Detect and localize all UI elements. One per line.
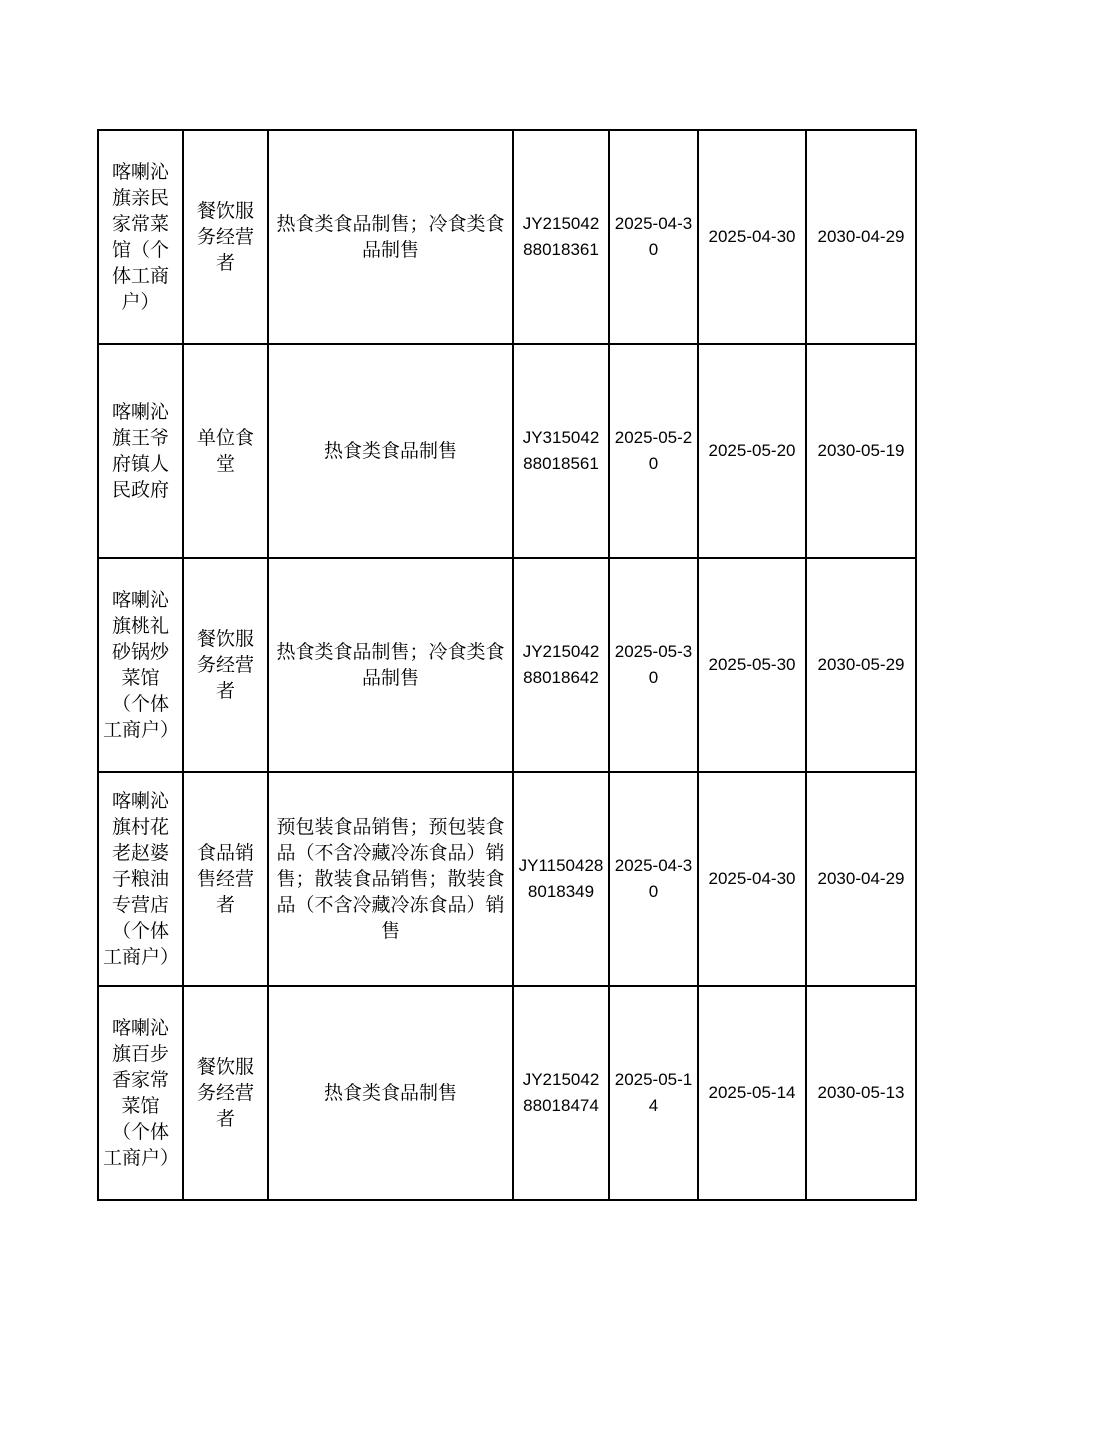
table-row [98,558,916,772]
valid-from-cell: 2025-04-30 [698,772,806,986]
business-scope-cell: 热食类食品制售；冷食类食品制售 [268,130,513,344]
issue-date-cell: 2025-05-30 [609,558,698,772]
license-number-cell: JY21504288018642 [513,558,609,772]
valid-from-cell: 2025-05-14 [698,986,806,1200]
business-type-cell: 食品销售经营者 [183,772,268,986]
valid-to-cell: 2030-05-13 [806,986,916,1200]
valid-to-cell: 2030-05-19 [806,344,916,558]
license-number-cell: JY11504288018349 [513,772,609,986]
valid-to-cell: 2030-04-29 [806,772,916,986]
business-name-cell: 喀喇沁旗百步香家常菜馆（个体工商户） [98,986,183,1200]
business-scope-cell: 预包装食品销售；预包装食品（不含冷藏冷冻食品）销售；散装食品销售；散装食品（不含冷藏冷冻食品）销售 [268,772,513,986]
table-row [98,344,916,558]
table-row [98,772,916,986]
issue-date-cell: 2025-05-20 [609,344,698,558]
business-name-cell: 喀喇沁旗村花老赵婆子粮油专营店（个体工商户） [98,772,183,986]
valid-to-cell: 2030-05-29 [806,558,916,772]
business-type-cell: 餐饮服务经营者 [183,558,268,772]
issue-date-cell: 2025-05-14 [609,986,698,1200]
business-scope-cell: 热食类食品制售 [268,986,513,1200]
business-type-cell: 单位食堂 [183,344,268,558]
license-number-cell: JY31504288018561 [513,344,609,558]
valid-from-cell: 2025-04-30 [698,130,806,344]
issue-date-cell: 2025-04-30 [609,772,698,986]
business-name-cell: 喀喇沁旗王爷府镇人民政府 [98,344,183,558]
issue-date-cell: 2025-04-30 [609,130,698,344]
business-scope-cell: 热食类食品制售；冷食类食品制售 [268,558,513,772]
business-type-cell: 餐饮服务经营者 [183,130,268,344]
business-type-cell: 餐饮服务经营者 [183,986,268,1200]
business-name-cell: 喀喇沁旗亲民家常菜馆（个体工商户） [98,130,183,344]
license-number-cell: JY21504288018361 [513,130,609,344]
valid-to-cell: 2030-04-29 [806,130,916,344]
license-table [97,129,917,1201]
table-row [98,986,916,1200]
business-scope-cell: 热食类食品制售 [268,344,513,558]
valid-from-cell: 2025-05-30 [698,558,806,772]
valid-from-cell: 2025-05-20 [698,344,806,558]
business-name-cell: 喀喇沁旗桃礼砂锅炒菜馆（个体工商户） [98,558,183,772]
license-number-cell: JY21504288018474 [513,986,609,1200]
table-row [98,130,916,344]
